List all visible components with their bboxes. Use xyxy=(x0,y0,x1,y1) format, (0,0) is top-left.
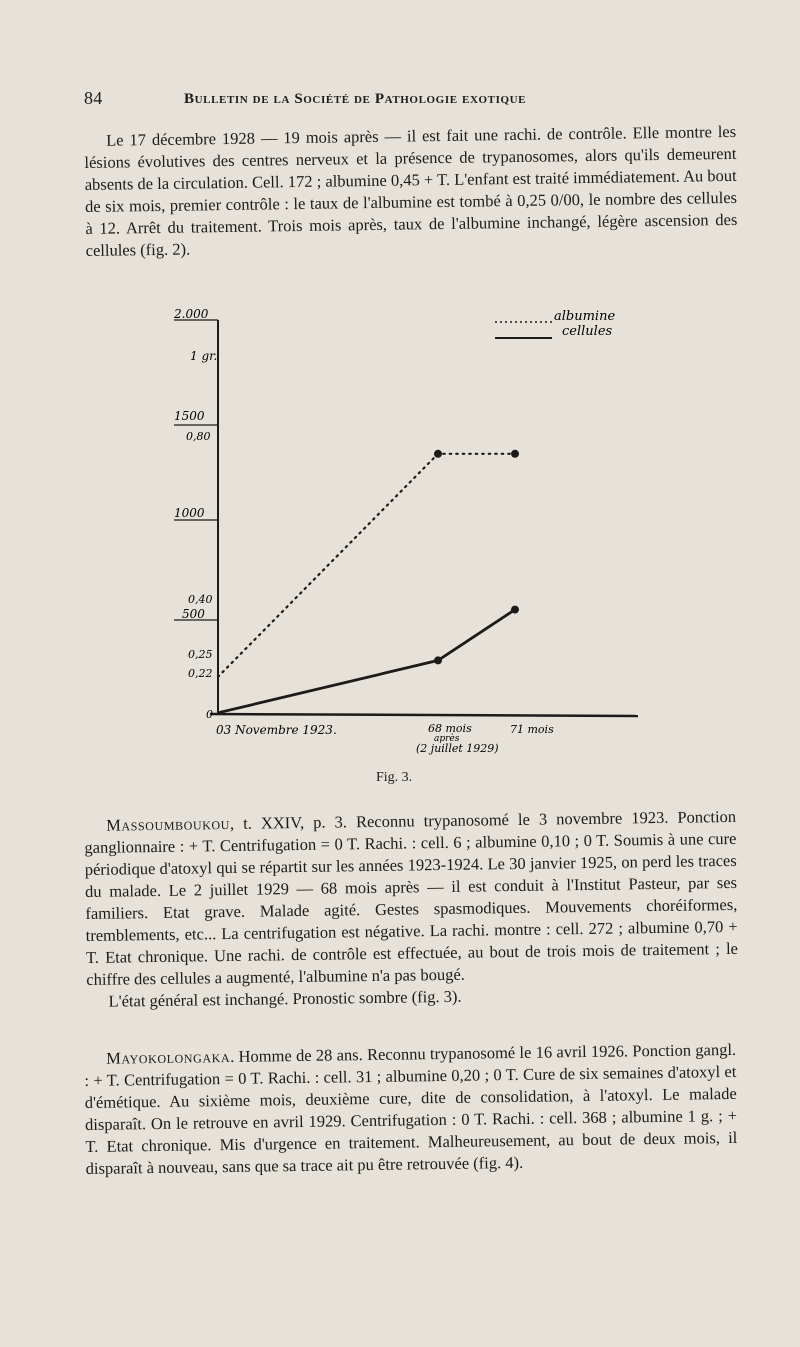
paragraph-3-body: . Homme de 28 ans. Reconnu trypanosomé le 16 avril 1926. Ponction gangl. : + T. Centrifugation = 0 T. Rachi. : cell. 31 ; albumine 0,20 ; 0 T. Cure de six semaines d'atoxyl et d'émétique. Au sixième mois, deuxième cure, dite de consolidation, à l'atoxyl. Le malade disparaît. On le retrouve en avril 1929. Centrifugation : 0 T. Rachi. : cell. 368 ; albumine 1 g. ; + T. Etat chronique. Mis d'urgence en traitement. Malheureusement, au bout de deux mois, il disparaît à nouveau, sans que sa trace ait pu être retrouvée (fig. 4). xyxy=(84,1039,738,1178)
y-label-2000: 2.000 xyxy=(174,307,209,321)
legend-cellules: cellules xyxy=(562,324,613,339)
y-label-040: 0,40 xyxy=(188,593,213,606)
running-title: Bulletin de la Société de Pathologie exotique xyxy=(184,91,527,107)
paragraph-3-text xyxy=(84,1039,738,1180)
patient-name-massoumboukou: Massoumboukou xyxy=(106,813,231,835)
point-albumine-1 xyxy=(434,450,442,458)
x-label-start: 03 Novembre 1923. xyxy=(216,723,337,737)
y-label-025: 0,25 xyxy=(188,648,213,661)
series-layer xyxy=(218,450,519,713)
x-axis xyxy=(210,714,638,716)
page-number: 84 xyxy=(84,88,103,108)
x-label-71-mois: 71 mois xyxy=(510,723,554,736)
point-albumine-2 xyxy=(511,450,519,458)
y-label-022: 0,22 xyxy=(188,667,213,680)
paragraph-3 xyxy=(84,1039,738,1180)
paragraph-2-text xyxy=(84,806,738,991)
paragraph-2 xyxy=(84,806,739,1013)
point-cellules-1 xyxy=(434,656,442,664)
y-label-500: 500 xyxy=(182,607,205,621)
y-label-1500: 1500 xyxy=(174,409,205,423)
x-label-apres: après xyxy=(434,734,460,744)
x-label-68-mois: 68 mois xyxy=(428,722,472,735)
paragraph-1 xyxy=(84,121,738,262)
figure-3-chart xyxy=(160,300,660,770)
legend-albumine: albumine xyxy=(554,309,616,324)
paragraph-1-text: Le 17 décembre 1928 — 19 mois après — il est fait une rachi. de contrôle. Elle montre les lésions évolutives des centres nerveux et la présence de trypanosomes, alors qu'ils demeurent absents de la circulation. Cell. 172 ; albumine 0,45 + T. L'enfant est traité immédiatement. Au bout de six mois, premier contrôle : le taux de l'albumine est tombé à 0,25 0/00, le nombre des cellules à 12. Arrêt du traitement. Trois mois après, taux de l'albumine inchangé, légère ascension des cellules (fig. 2). xyxy=(84,121,738,260)
x-label-date: (2 juillet 1929) xyxy=(416,742,499,755)
point-cellules-2 xyxy=(511,606,519,614)
y-label-1gr: 1 gr. xyxy=(190,349,218,363)
figure-caption: Fig. 3. xyxy=(376,770,413,785)
paragraph-2-body: , t. XXIV, p. 3. Reconnu trypanosomé le 3 novembre 1923. Ponction ganglionnaire : + T. Centrifugation = 0 T. Rachi. : cell. 6 ; albumine 0,10 ; 0 T. Soumis à une cure périodique d'atoxyl qui se répartit sur les années 1923-1924. Le 30 janvier 1925, on perd les traces du malade. Le 2 juillet 1929 — 68 mois après — il est conduit à l'Institut Pasteur, par ses familiers. Etat grave. Malade agité. Gestes spasmodiques. Mouvements choréiformes, tremblements, etc... La centrifugation est négative. La rachi. montre : cell. 272 ; albumine 0,70 + T. Etat chronique. Une rachi. de contrôle est effectuée, au bout de trois mois de traitement ; le chiffre des cellules a augmenté, l'albumine n'a pas bougé. xyxy=(84,806,739,989)
series-line-cellules xyxy=(218,610,515,713)
y-label-1000: 1000 xyxy=(174,506,205,520)
patient-name-mayokolongaka: Mayokolongaka xyxy=(106,1046,231,1068)
y-label-0: 0 xyxy=(206,708,213,721)
paragraph-2-text2: L'état général est inchangé. Pronostic sombre (fig. 3). xyxy=(108,986,462,1011)
y-label-080: 0,80 xyxy=(186,430,211,443)
series-line-albumine xyxy=(218,454,515,677)
